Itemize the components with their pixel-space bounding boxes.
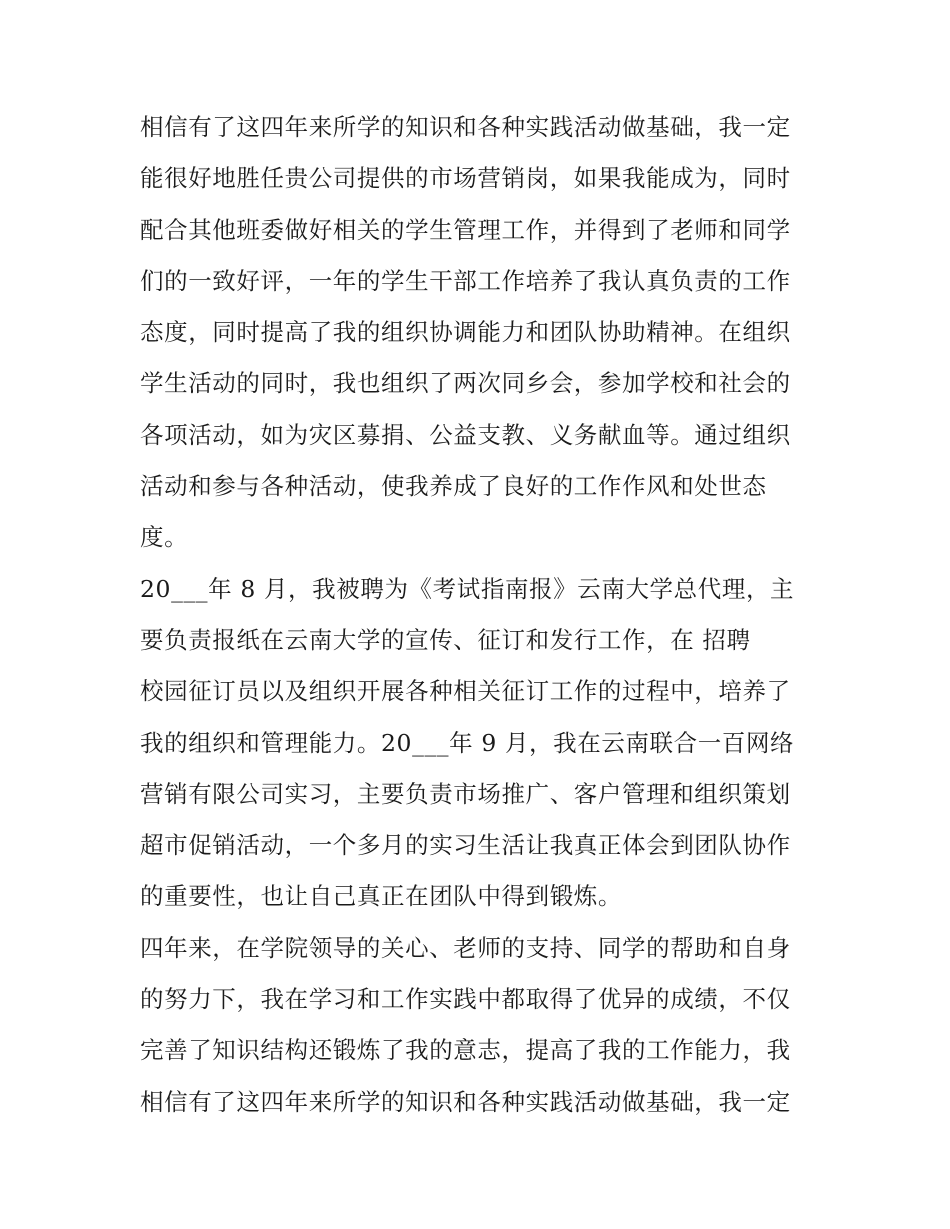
text-line: 超市促销活动，一个多月的实习生活让我真正体会到团队协作 [140,831,791,860]
text-line: 能很好地胜任贵公司提供的市场营销岗，如果我能成为，同时 [140,164,791,193]
body-text [140,102,830,1128]
text-line: 学生活动的同时，我也组织了两次同乡会，参加学校和社会的 [140,369,791,398]
text-line: 要负责报纸在云南大学的宣传、征订和发行工作，在 招聘 [140,625,751,654]
text-line: 校园征订员以及组织开展各种相关征订工作的过程中，培养了 [140,677,791,706]
text-line: 的努力下，我在学习和工作实践中都取得了优异的成绩，不仅 [140,985,791,1014]
text-line: 完善了知识结构还锻炼了我的意志，提高了我的工作能力，我 [140,1036,791,1065]
text-line: 我的组织和管理能力。20___年 9 月，我在云南联合一百网络 [140,728,795,757]
text-line: 们的一致好评，一年的学生干部工作培养了我认真负责的工作 [140,266,791,295]
text-line: 各项活动，如为灾区募捐、公益支教、义务献血等。通过组织 [140,420,791,449]
text-line: 配合其他班委做好相关的学生管理工作，并得到了老师和同学 [140,215,791,244]
text-line: 活动和参与各种活动，使我养成了良好的工作作风和处世态 [140,472,767,501]
text-line: 营销有限公司实习，主要负责市场推广、客户管理和组织策划 [140,779,791,808]
text-line: 度。 [140,523,189,552]
text-line: 的重要性，也让自己真正在团队中得到锻炼。 [140,882,622,911]
text-line: 相信有了这四年来所学的知识和各种实践活动做基础，我一定 [140,1087,791,1116]
text-line: 态度，同时提高了我的组织协调能力和团队协助精神。在组织 [140,318,791,347]
text-line: 相信有了这四年来所学的知识和各种实践活动做基础，我一定 [140,113,791,141]
text-line: 四年来，在学院领导的关心、老师的支持、同学的帮助和自身 [140,933,791,962]
text-line: 20___年 8 月，我被聘为《考试指南报》云南大学总代理，主 [140,574,795,603]
